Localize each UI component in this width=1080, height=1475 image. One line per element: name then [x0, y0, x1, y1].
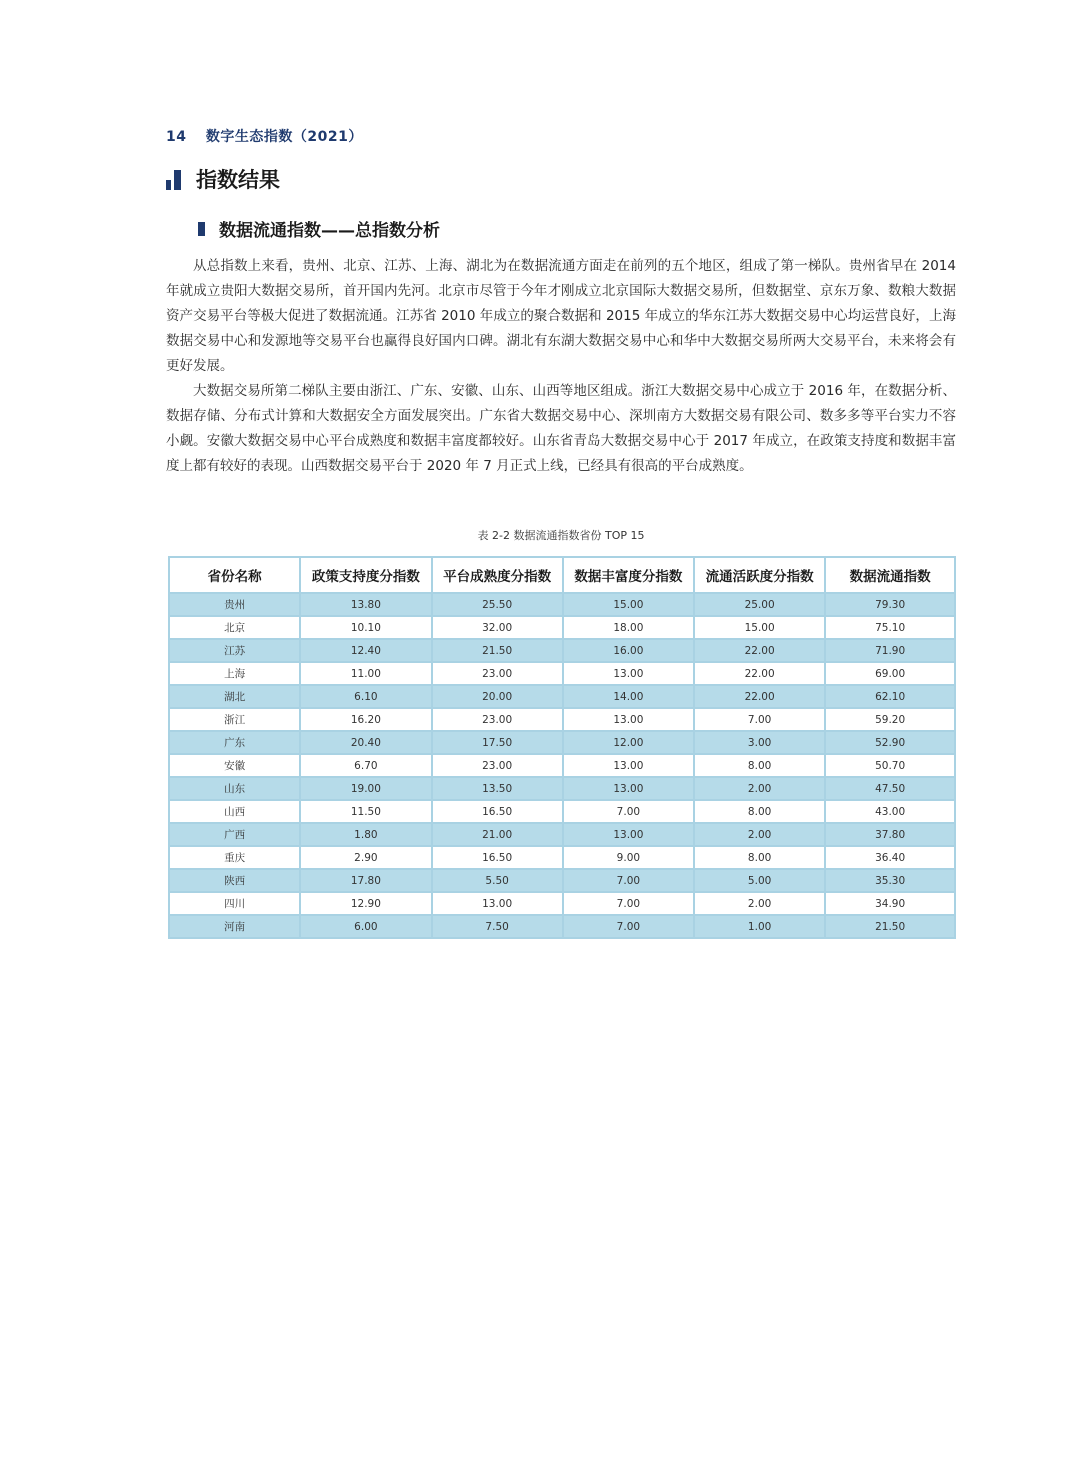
- value-cell: 15.00: [563, 593, 694, 616]
- table-row: [169, 708, 955, 731]
- value-cell: 7.00: [563, 869, 694, 892]
- table-row: [169, 616, 955, 639]
- table-caption: 表 2-2 数据流通指数省份 TOP 15: [477, 529, 645, 542]
- column-header: 流通活跃度分指数: [694, 557, 825, 593]
- value-cell: 52.90: [825, 731, 955, 754]
- value-cell: 15.00: [694, 616, 825, 639]
- table-row: [169, 593, 955, 616]
- value-cell: 59.20: [825, 708, 955, 731]
- value-cell: 11.00: [300, 662, 431, 685]
- value-cell: 71.90: [825, 639, 955, 662]
- value-cell: 69.00: [825, 662, 955, 685]
- table-row: [169, 892, 955, 915]
- value-cell: 3.00: [694, 731, 825, 754]
- column-header: 平台成熟度分指数: [432, 557, 563, 593]
- table-row: [169, 915, 955, 938]
- province-cell: 四川: [169, 892, 300, 915]
- value-cell: 16.50: [432, 800, 563, 823]
- value-cell: 25.50: [432, 593, 563, 616]
- value-cell: 19.00: [300, 777, 431, 800]
- province-cell: 北京: [169, 616, 300, 639]
- body-text: [166, 254, 956, 479]
- value-cell: 2.00: [694, 892, 825, 915]
- province-cell: 上海: [169, 662, 300, 685]
- table-row: [169, 662, 955, 685]
- value-cell: 1.80: [300, 823, 431, 846]
- province-cell: 浙江: [169, 708, 300, 731]
- province-cell: 广西: [169, 823, 300, 846]
- value-cell: 22.00: [694, 662, 825, 685]
- value-cell: 10.10: [300, 616, 431, 639]
- value-cell: 14.00: [563, 685, 694, 708]
- section-heading: [166, 164, 280, 194]
- value-cell: 13.00: [563, 662, 694, 685]
- value-cell: 20.00: [432, 685, 563, 708]
- value-cell: 11.50: [300, 800, 431, 823]
- column-header: 数据丰富度分指数: [563, 557, 694, 593]
- value-cell: 6.00: [300, 915, 431, 938]
- value-cell: 2.90: [300, 846, 431, 869]
- value-cell: 7.00: [563, 915, 694, 938]
- value-cell: 9.00: [563, 846, 694, 869]
- value-cell: 8.00: [694, 846, 825, 869]
- value-cell: 36.40: [825, 846, 955, 869]
- section-title: 指数结果: [196, 168, 280, 192]
- value-cell: 2.00: [694, 823, 825, 846]
- running-head: [166, 126, 363, 146]
- province-cell: 湖北: [169, 685, 300, 708]
- value-cell: 23.00: [432, 662, 563, 685]
- paragraph: 从总指数上来看，贵州、北京、江苏、上海、湖北为在数据流通方面走在前列的五个地区，组成了第一梯队。贵州省早在 2014 年就成立贵阳大数据交易所，首开国内先河。北京市尽管于今年才刚成立北京国际大数据交易所，但数据堂、京东万象、数粮大数据资产交易平台等极大促进了数据流通。江苏省 2010 年成立的聚合数据和 2015 年成立的华东江苏大数据交易中心均运营良好，上海数据交易中心和发源地等交易平台也赢得良好国内口碑。湖北有东湖大数据交易中心和华中大数据交易所两大交易平台，未来将会有更好发展。: [166, 258, 956, 374]
- subsection-marker-icon: [198, 222, 205, 236]
- value-cell: 16.20: [300, 708, 431, 731]
- value-cell: 75.10: [825, 616, 955, 639]
- page-number: 14: [166, 129, 187, 145]
- subsection-heading: [198, 216, 440, 241]
- value-cell: 18.00: [563, 616, 694, 639]
- value-cell: 16.00: [563, 639, 694, 662]
- value-cell: 7.00: [563, 892, 694, 915]
- value-cell: 1.00: [694, 915, 825, 938]
- value-cell: 21.50: [825, 915, 955, 938]
- value-cell: 20.40: [300, 731, 431, 754]
- value-cell: 43.00: [825, 800, 955, 823]
- subsection-title: 数据流通指数——总指数分析: [219, 221, 440, 241]
- table-body: [169, 593, 955, 938]
- section-marker-icon: [166, 168, 184, 190]
- province-cell: 安徽: [169, 754, 300, 777]
- value-cell: 22.00: [694, 639, 825, 662]
- value-cell: 6.10: [300, 685, 431, 708]
- value-cell: 17.50: [432, 731, 563, 754]
- value-cell: 2.00: [694, 777, 825, 800]
- value-cell: 8.00: [694, 800, 825, 823]
- value-cell: 13.80: [300, 593, 431, 616]
- value-cell: 13.50: [432, 777, 563, 800]
- column-header: 数据流通指数: [825, 557, 955, 593]
- table-row: [169, 846, 955, 869]
- value-cell: 21.50: [432, 639, 563, 662]
- value-cell: 34.90: [825, 892, 955, 915]
- value-cell: 7.50: [432, 915, 563, 938]
- table-row: [169, 639, 955, 662]
- table-row: [169, 777, 955, 800]
- book-title: 数字生态指数（2021）: [205, 129, 363, 145]
- value-cell: 12.40: [300, 639, 431, 662]
- value-cell: 79.30: [825, 593, 955, 616]
- data-table: [168, 556, 956, 939]
- table-row: [169, 754, 955, 777]
- value-cell: 5.50: [432, 869, 563, 892]
- value-cell: 5.00: [694, 869, 825, 892]
- value-cell: 37.80: [825, 823, 955, 846]
- value-cell: 13.00: [563, 708, 694, 731]
- table-row: [169, 823, 955, 846]
- table-row: [169, 685, 955, 708]
- value-cell: 23.00: [432, 708, 563, 731]
- value-cell: 13.00: [563, 754, 694, 777]
- table-row: [169, 800, 955, 823]
- column-header: 政策支持度分指数: [300, 557, 431, 593]
- province-cell: 山东: [169, 777, 300, 800]
- value-cell: 12.00: [563, 731, 694, 754]
- column-header: 省份名称: [169, 557, 300, 593]
- value-cell: 22.00: [694, 685, 825, 708]
- value-cell: 47.50: [825, 777, 955, 800]
- value-cell: 13.00: [432, 892, 563, 915]
- value-cell: 32.00: [432, 616, 563, 639]
- value-cell: 7.00: [694, 708, 825, 731]
- value-cell: 23.00: [432, 754, 563, 777]
- value-cell: 12.90: [300, 892, 431, 915]
- value-cell: 35.30: [825, 869, 955, 892]
- paragraph: 大数据交易所第二梯队主要由浙江、广东、安徽、山东、山西等地区组成。浙江大数据交易中心成立于 2016 年，在数据分析、数据存储、分布式计算和大数据安全方面发展突出。广东省大数据交易中心、深圳南方大数据交易有限公司、数多多等平台实力不容小觑。安徽大数据交易中心平台成熟度和数据丰富度都较好。山东省青岛大数据交易中心于 2017 年成立，在政策支持度和数据丰富度上都有较好的表现。山西数据交易平台于 2020 年 7 月正式上线，已经具有很高的平台成熟度。: [166, 383, 956, 474]
- province-cell: 河南: [169, 915, 300, 938]
- table-header-row: [169, 557, 955, 593]
- value-cell: 13.00: [563, 823, 694, 846]
- value-cell: 62.10: [825, 685, 955, 708]
- value-cell: 50.70: [825, 754, 955, 777]
- province-cell: 贵州: [169, 593, 300, 616]
- value-cell: 21.00: [432, 823, 563, 846]
- value-cell: 6.70: [300, 754, 431, 777]
- value-cell: 8.00: [694, 754, 825, 777]
- value-cell: 7.00: [563, 800, 694, 823]
- province-cell: 山西: [169, 800, 300, 823]
- table-row: [169, 869, 955, 892]
- province-cell: 陕西: [169, 869, 300, 892]
- province-cell: 重庆: [169, 846, 300, 869]
- value-cell: 17.80: [300, 869, 431, 892]
- value-cell: 25.00: [694, 593, 825, 616]
- province-cell: 广东: [169, 731, 300, 754]
- table-row: [169, 731, 955, 754]
- value-cell: 13.00: [563, 777, 694, 800]
- value-cell: 16.50: [432, 846, 563, 869]
- province-cell: 江苏: [169, 639, 300, 662]
